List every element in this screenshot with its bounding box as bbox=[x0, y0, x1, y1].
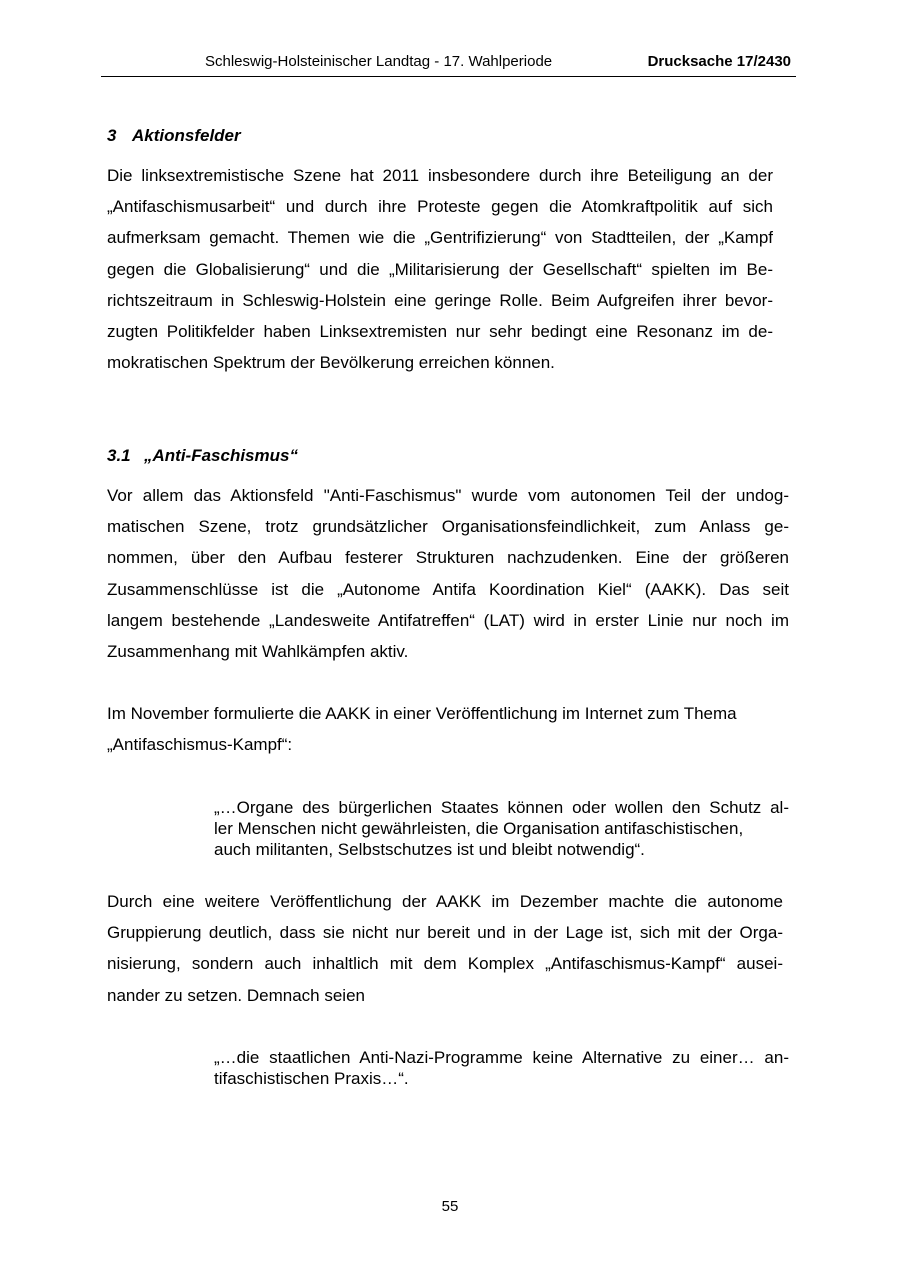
subsection-number: 3.1 bbox=[107, 446, 131, 465]
paragraph-line: Die linksextremistische Szene hat 2011 insbesondere durch ihre Beteiligung an der bbox=[107, 166, 773, 185]
paragraph-line: langem bestehende „Landesweite Antifatreffen“ (LAT) wird in erster Linie nur noch im bbox=[107, 610, 789, 630]
paragraph-line: gegen die Globalisierung“ und die „Militarisierung der Gesellschaft“ spielten im Be- bbox=[107, 259, 773, 279]
quote-line: ler Menschen nicht gewährleisten, die Organisation antifaschistischen, bbox=[214, 819, 744, 838]
page-header bbox=[101, 52, 796, 77]
page-number: 55 bbox=[441, 1198, 459, 1215]
paragraph-line: nommen, über den Aufbau festerer Strukturen nachzudenken. Eine der größeren bbox=[107, 548, 789, 568]
subsection-paragraph-3 bbox=[107, 886, 783, 1011]
quote-line: tifaschistischen Praxis…“. bbox=[214, 1069, 409, 1088]
paragraph-line: Zusammenhang mit Wahlkämpfen aktiv. bbox=[107, 642, 409, 662]
quote-line: „…Organe des bürgerlichen Staates können oder wollen den Schutz al- bbox=[214, 798, 789, 817]
subsection-paragraph-2 bbox=[107, 698, 789, 760]
paragraph-line: zugten Politikfelder haben Linksextremisten nur sehr bedingt eine Resonanz im de- bbox=[107, 322, 773, 342]
quote-line: „…die staatlichen Anti-Nazi-Programme keine Alternative zu einer… an- bbox=[214, 1048, 789, 1067]
paragraph-line: Vor allem das Aktionsfeld "Anti-Faschismus" wurde vom autonomen Teil der undog- bbox=[107, 486, 789, 505]
subsection-heading bbox=[107, 446, 298, 466]
section-heading bbox=[107, 126, 241, 146]
paragraph-line: „Antifaschismus-Kampf“: bbox=[107, 735, 293, 755]
paragraph-line: Gruppierung deutlich, dass sie nicht nur bereit und in der Lage ist, sich mit der Orga- bbox=[107, 923, 783, 943]
section-paragraph bbox=[107, 160, 773, 378]
document-reference: Drucksache 17/2430 bbox=[647, 53, 791, 70]
paragraph-line: Durch eine weitere Veröffentlichung der AAKK im Dezember machte die autonome bbox=[107, 892, 783, 911]
subsection-paragraph-1 bbox=[107, 480, 789, 667]
paragraph-line: aufmerksam gemacht. Themen wie die „Gentrifizierung“ von Stadtteilen, der „Kampf bbox=[107, 228, 773, 248]
paragraph-line: mokratischen Spektrum der Bevölkerung erreichen können. bbox=[107, 353, 555, 373]
subsection-title: „Anti-Faschismus“ bbox=[144, 446, 298, 465]
block-quote-1 bbox=[214, 797, 789, 860]
quote-line: auch militanten, Selbstschutzes ist und bleibt notwendig“. bbox=[214, 840, 645, 859]
paragraph-line: „Antifaschismusarbeit“ und durch ihre Proteste gegen die Atomkraftpolitik auf sich bbox=[107, 197, 773, 217]
section-number: 3 bbox=[107, 126, 117, 145]
block-quote-2 bbox=[214, 1047, 789, 1089]
paragraph-line: matischen Szene, trotz grundsätzlicher Organisationsfeindlichkeit, zum Anlass ge- bbox=[107, 517, 789, 537]
paragraph-line: Im November formulierte die AAKK in einer Veröffentlichung im Internet zum Thema bbox=[107, 704, 737, 723]
paragraph-line: nisierung, sondern auch inhaltlich mit dem Komplex „Antifaschismus-Kampf“ ausei- bbox=[107, 954, 783, 974]
paragraph-line: Zusammenschlüsse ist die „Autonome Antifa Koordination Kiel“ (AAKK). Das seit bbox=[107, 579, 789, 599]
header-title: Schleswig-Holsteinischer Landtag - 17. Wahlperiode bbox=[205, 53, 553, 70]
paragraph-line: richtszeitraum in Schleswig-Holstein eine geringe Rolle. Beim Aufgreifen ihrer bevor- bbox=[107, 290, 773, 310]
section-title: Aktionsfelder bbox=[132, 126, 241, 145]
paragraph-line: nander zu setzen. Demnach seien bbox=[107, 985, 365, 1005]
